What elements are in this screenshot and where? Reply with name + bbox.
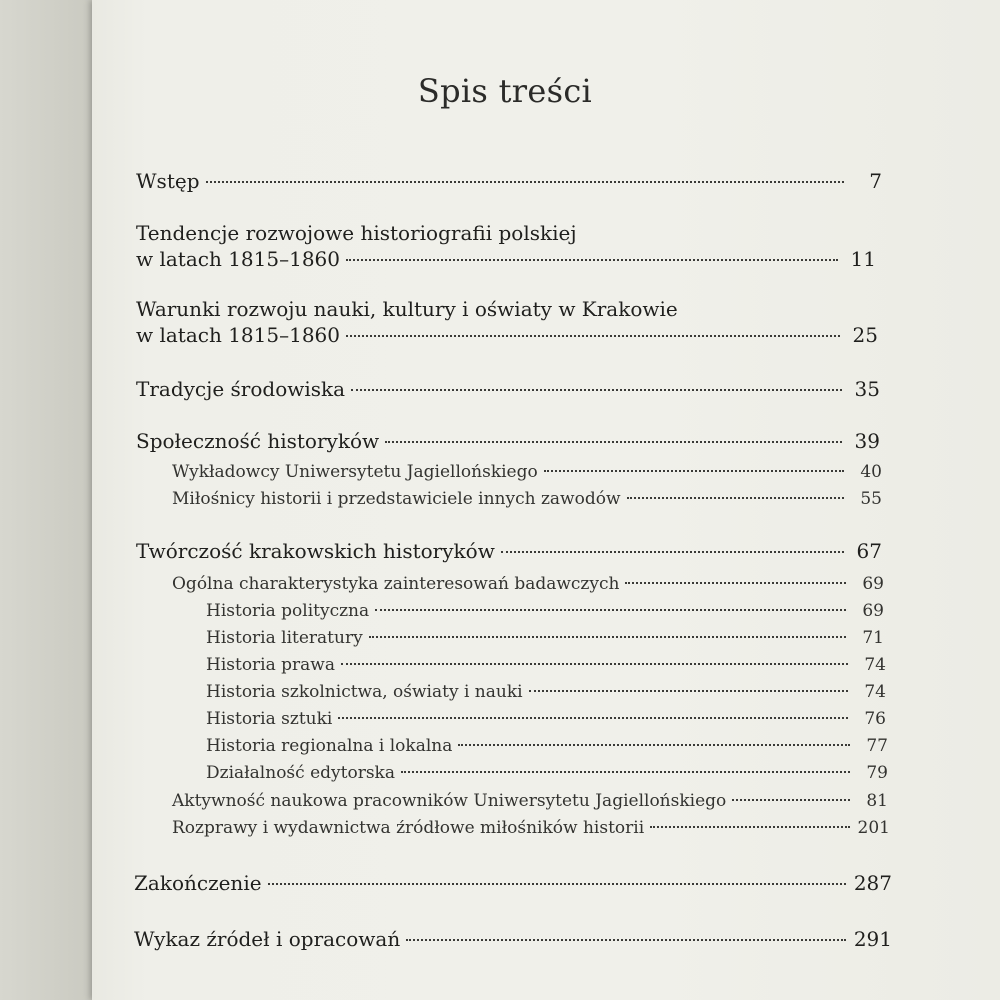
toc-entry-tworczosc: Twórczość krakowskich historyków 67: [136, 539, 882, 563]
dot-leader: [341, 663, 848, 665]
dot-leader: [401, 771, 850, 773]
toc-subsubentry-literatury: Historia literatury 71: [206, 625, 884, 651]
toc-subentry-rozprawy: Rozprawy i wydawnictwa źródłowe miłośników historii 201: [172, 815, 890, 841]
toc-entry-spolecznosc: Społeczność historyków 39: [136, 429, 880, 453]
dot-leader: [385, 441, 842, 443]
page-number: 39: [854, 429, 880, 453]
page-number: 74: [864, 655, 886, 675]
page-number: 11: [850, 247, 876, 271]
page-number: 35: [854, 377, 880, 401]
page-number: 291: [853, 927, 892, 951]
toc-subentry-aktywnosc: Aktywność naukowa pracowników Uniwersytetu Jagiellońskiego 81: [172, 788, 888, 814]
toc-entry-warunki: w latach 1815–1860 25: [136, 323, 878, 347]
toc-subsubentry-regionalna: Historia regionalna i lokalna 77: [206, 733, 888, 759]
dot-leader: [206, 181, 845, 183]
toc-subentry-wykladowcy: Wykładowcy Uniwersytetu Jagiellońskiego 40: [172, 459, 882, 485]
page-number: 69: [862, 574, 884, 594]
dot-leader: [406, 939, 846, 941]
toc-entry-line1: Warunki rozwoju nauki, kultury i oświaty w Krakowie: [136, 297, 678, 321]
page-number: 71: [862, 628, 884, 648]
page-number: 287: [853, 871, 892, 895]
toc-subsubentry-edytorska: Działalność edytorska 79: [206, 760, 888, 786]
toc-subsubentry-polityczna: Historia polityczna 69: [206, 598, 884, 624]
dot-leader: [351, 389, 842, 391]
page-number: 81: [866, 791, 888, 811]
dot-leader: [501, 551, 844, 553]
toc-entry-tradycje: Tradycje środowiska 35: [136, 377, 880, 401]
dot-leader: [458, 744, 850, 746]
page-number: 201: [857, 818, 890, 838]
toc-subsubentry-sztuki: Historia sztuki 76: [206, 706, 886, 732]
toc-subsubentry-szkolnictwa: Historia szkolnictwa, oświaty i nauki 74: [206, 679, 886, 705]
dot-leader: [627, 497, 844, 499]
page-number: 55: [860, 489, 882, 509]
page-number: 69: [862, 601, 884, 621]
dot-leader: [544, 470, 844, 472]
dot-leader: [375, 609, 846, 611]
toc-subsubentry-prawa: Historia prawa 74: [206, 652, 886, 678]
toc-entry-zakonczenie: Zakończenie 287: [134, 871, 892, 895]
page-number: 77: [866, 736, 888, 756]
dot-leader: [529, 690, 848, 692]
page-number: 67: [856, 539, 882, 563]
toc-entry-line1: Tendencje rozwojowe historiografii polskiej: [136, 221, 577, 245]
dot-leader: [268, 883, 846, 885]
dot-leader: [732, 799, 850, 801]
page-number: 79: [866, 763, 888, 783]
toc-entry-tendencje: w latach 1815–1860 11: [136, 247, 876, 271]
toc-entry-wykaz: Wykaz źródeł i opracowań 291: [134, 927, 892, 951]
page-number: 7: [869, 169, 882, 193]
page-number: 40: [860, 462, 882, 482]
page-number: 25: [852, 323, 878, 347]
dot-leader: [625, 582, 846, 584]
toc-subentry-ogolna: Ogólna charakterystyka zainteresowań badawczych 69: [172, 571, 884, 597]
dot-leader: [369, 636, 846, 638]
page-title: Spis treści: [417, 72, 593, 110]
dot-leader: [338, 717, 848, 719]
page-number: 74: [864, 682, 886, 702]
toc-entry-wstep: Wstęp 7: [136, 169, 882, 193]
dot-leader: [650, 826, 849, 828]
toc-subentry-milosnicy: Miłośnicy historii i przedstawiciele innych zawodów 55: [172, 486, 882, 512]
dot-leader: [346, 259, 838, 261]
dot-leader: [346, 335, 840, 337]
page-number: 76: [864, 709, 886, 729]
